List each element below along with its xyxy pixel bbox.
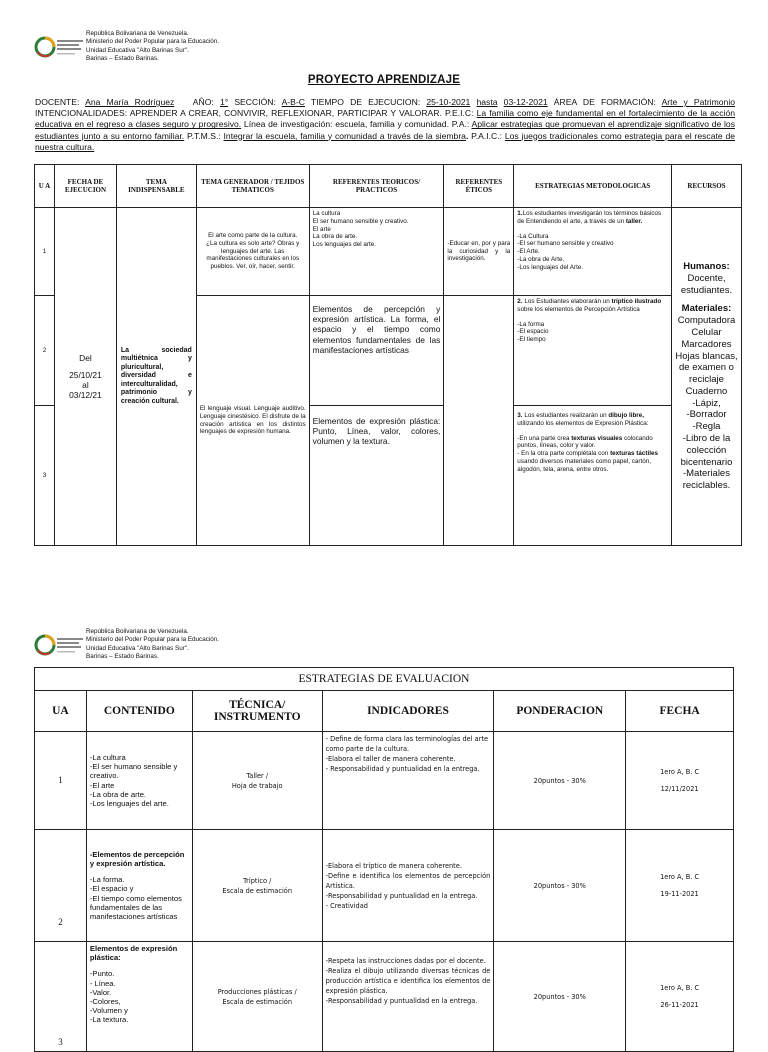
header-line: República Bolivariana de Venezuela. (86, 628, 189, 635)
fecha-cell (54, 208, 116, 546)
indicador-item: -Elabora el taller de manera coherente. (325, 755, 456, 763)
contenido-item: -El arte (89, 780, 115, 790)
material-item: -Libro de la (682, 433, 731, 445)
referentes-cell: Elementos de percepción y expresión artística. La forma, el espacio y el tiempo como elementos fundamentales de las manifestaciones artísticas (309, 296, 444, 406)
material-item: -Materiales (682, 468, 730, 480)
fecha-line: 1ero A, B. C (660, 768, 700, 776)
material-item: Marcadores (681, 338, 732, 350)
contenido-item: -El espacio y (89, 884, 134, 894)
fecha-line: 26-11-2021 (660, 1001, 699, 1009)
fecha-line: 1ero A, B. C (660, 984, 700, 992)
tecnica-line: Producciones plásticas / (217, 987, 297, 996)
area-label: ÁREA DE FORMACIÓN: (553, 97, 656, 107)
estrategia-text: Los estudiantes investigarán los términos básicos de Entendiendo el arte, a través de un (517, 210, 662, 225)
referentes-cell (309, 208, 444, 296)
ua-cell: 3 (35, 942, 87, 1052)
indicador-item: -Responsabilidad y puntualidad en la entrega. (325, 997, 478, 1005)
estrategia-cell (514, 406, 672, 546)
contenido-item: -Punto. (89, 969, 115, 979)
estrategia-item: -La forma (517, 320, 545, 328)
header-line: Barinas – Estado Barinas. (86, 54, 159, 62)
estrategia-item: -El tiempo (517, 336, 546, 344)
col-header: FECHA DE EJECUCION (54, 165, 116, 208)
contenido-cell (86, 830, 192, 942)
material-item: reciclables. (682, 480, 731, 492)
eticos-cell-empty (444, 296, 514, 546)
fecha-line: 25/10/21 (69, 369, 102, 380)
estrategia-num: 1. (517, 210, 523, 217)
project-table (34, 164, 742, 546)
institution-lines (86, 30, 219, 63)
col-header: CONTENIDO (86, 691, 192, 732)
estrategia-text: colocando puntos, líneas, color y valor. (517, 434, 653, 450)
material-item: reciclaje (689, 374, 724, 386)
humanos-value: Docente, estudiantes. (680, 272, 733, 296)
paic-value: Los juegos tradicionales como estrategia para el rescate de nuestra cultura. (35, 130, 736, 152)
eticos-cell: -Educar en, por y para la curiosidad y la investigación. (444, 208, 514, 296)
ua-cell: 1 (35, 732, 87, 830)
peic-value: La familia como eje fundamental en el fortalecimiento de la acción educativa en el regreso a clases seguro y progresivo. (35, 108, 735, 130)
fecha-line: 19-11-2021 (660, 890, 699, 898)
contenido-head: -Elementos de percepción y expresión artística. (89, 849, 185, 868)
ua-cell: 2 (35, 830, 87, 942)
linea-investigacion: Línea de investigación: escuela, familia y comunidad. (243, 119, 449, 130)
evaluation-table (34, 667, 734, 1052)
fecha-line: 1ero A, B. C (660, 873, 700, 881)
project-intro: DOCENTE: Ana María Rodríguez AÑO: 1° SECCIÓN: A-B-C TIEMPO DE EJECUCION: 25-10-2021 hasta 03-12-2021 ÁREA DE FORMACIÓN: Arte y Patrimonio INTENCIONALIDADES: APRENDER A CREAR, CONVIVIR, REFLEXIONAR, PARTICIPAR Y VALORAR. P.E.I.C: La familia como eje fundamental en el fortalecimiento de la acción educativa en el regreso a clases seguro y progresivo. Línea de investigación: escuela, familia y comunidad. P.A.: Aplicar estrategias que promuevan el aprendizaje significativo de los estudiantes junto a su entorno familiar. P.T.M.S.: Integrar la escuela, familia y comunidad a través de la siembra. P.A.I.C.: Los juegos tradicionales como estrategia para el rescate de nuestra cultura. (35, 97, 736, 152)
contenido-item: - Línea. (89, 978, 116, 988)
estrategia-item: -El Arte. (517, 248, 540, 256)
indicadores-cell (322, 732, 494, 830)
ua-cell: 2 (35, 296, 55, 406)
tiempo-desde: 25-10-2021 (426, 97, 471, 107)
header-line: Ministerio del Poder Popular para la Educación. (86, 636, 220, 644)
ponderacion-cell: 20puntos - 30% (494, 732, 626, 830)
estrategia-text: Los estudiantes realizarán un (524, 412, 607, 419)
contenido-item: -La obra de arte. (89, 789, 147, 799)
ptms-label: P.T.M.S.: (186, 130, 221, 141)
fecha-line: 03/12/21 (69, 390, 102, 401)
indicadores-cell (322, 942, 494, 1052)
referente-item: La obra de arte. (312, 233, 358, 241)
referente-item: La cultura (312, 210, 341, 217)
page-two (0, 620, 768, 1047)
col-header: UA (35, 691, 87, 732)
contenido-head: Elementos de expresión plástica: (89, 944, 178, 963)
fecha-line: Del (79, 352, 92, 363)
estrategia-text: - En la otra parte complétala con (517, 450, 609, 458)
ptms-value: Integrar la escuela, familia y comunidad a través de la siembra (223, 130, 466, 141)
recursos-cell (671, 208, 741, 546)
indicador-item: -Realiza el dibujo utilizando diversas técnicas de producción artística e identifica los elementos de expresión plástica. (325, 967, 491, 995)
tema-generador-cell: El arte como parte de la cultura. ¿La cultura es solo arte? Obras y lenguajes del arte. Las manifestaciones culturales en los pueblos. Ver, oír, hacer, sentir. (196, 208, 309, 296)
seccion-label: SECCIÓN: (234, 97, 276, 107)
material-item: -Borrador (686, 409, 727, 421)
tecnica-line: Hoja de trabajo (231, 781, 283, 790)
estrategia-item: -El ser humano sensible y creativo (517, 240, 614, 248)
institution-lines (86, 628, 219, 661)
contenido-item: -Colores, (89, 997, 121, 1007)
col-header: TEMA GENERADOR / TEJIDOS TEMATICOS (196, 165, 309, 208)
tecnica-line: Escala de estimación (222, 997, 293, 1006)
docente-value: Ana María Rodríguez (85, 97, 175, 107)
tiempo-hasta-word: hasta (476, 97, 498, 107)
tecnica-line: Escala de estimación (222, 886, 293, 895)
material-item: Cuaderno (685, 385, 728, 397)
contenido-item: -Los lenguajes del arte. (89, 798, 169, 808)
indicador-item: -Elabora el tríptico de manera coherente. (325, 861, 462, 870)
contenido-item: -Valor. (89, 987, 112, 997)
referentes-cell: Elementos de expresión plástica: Punto, Línea, valor, colores, volumen y la textura. (309, 406, 444, 546)
ponderacion-cell: 20puntos - 30% (494, 942, 626, 1052)
fecha-line: 12/11/2021 (660, 785, 699, 793)
estrategia-bold: texturas visuales (571, 434, 623, 442)
evaluation-title: ESTRATEGIAS DE EVALUACION (35, 668, 734, 691)
estrategia-item: -El espacio (517, 328, 549, 336)
pa-value: Aplicar estrategias que promuevan el aprendizaje significativo de los estudiantes junto a su entorno familiar. (35, 119, 735, 141)
ponderacion-cell: 20puntos - 30% (494, 830, 626, 942)
docente-label: DOCENTE: (35, 97, 80, 107)
header-line: Ministerio del Poder Popular para la Educación. (86, 38, 220, 46)
estrategia-text: utilizando los elementos de Expresión Plástica: (517, 419, 649, 427)
estrategia-num: 2. (517, 298, 523, 305)
ministry-logo-icon (34, 630, 86, 660)
contenido-item: -Volumen y (89, 1006, 128, 1016)
estrategia-num: 3. (517, 412, 523, 419)
evaluation-title-row (35, 668, 734, 691)
referente-item: El arte (312, 225, 331, 233)
material-item: Celular (691, 326, 722, 338)
referente-item: El ser humano sensible y creativo. (312, 217, 409, 225)
estrategia-cell (514, 208, 672, 296)
referente-item: Los lenguajes del arte. (312, 241, 376, 249)
table-header-row (35, 691, 734, 732)
col-header: ESTRATEGIAS METODOLOGICAS (514, 165, 672, 208)
material-item: -Regla (692, 421, 721, 433)
material-item: Hojas blancas, (675, 350, 738, 362)
indicadores-cell (322, 830, 494, 942)
tiempo-hasta: 03-12-2021 (503, 97, 548, 107)
contenido-item: -El tiempo como elementos fundamentales de las manifestaciones artísticas (89, 893, 182, 921)
ua-cell: 1 (35, 208, 55, 296)
pa-label: P.A.: (451, 119, 470, 130)
indicador-item: -Responsabilidad y puntualidad en la entrega. (325, 891, 478, 900)
col-header: FECHA (626, 691, 734, 732)
tecnica-cell (192, 830, 322, 942)
tema-generador-cell: El lenguaje visual. Lenguaje auditivo. Lenguaje cinestésico. El disfrute de la creación artística en los distintos lenguajes de expresión humana. (196, 296, 309, 546)
header-line: Unidad Educativa "Alto Barinas Sur". (86, 46, 189, 54)
fecha-line: al (82, 380, 89, 390)
estrategia-item: -La Cultura (517, 232, 549, 240)
estrategia-text: Los Estudiantes elaborarán un (524, 298, 610, 305)
page-title: PROYECTO APRENDIZAJE (307, 74, 461, 86)
col-header: TEMA INDISPENSABLE (116, 165, 196, 208)
material-item: bicentenario (680, 456, 733, 468)
col-header: RECURSOS (671, 165, 741, 208)
estrategia-item: -La obra de Arte. (517, 255, 565, 263)
tiempo-label: TIEMPO DE EJECUCION: (310, 97, 421, 107)
estrategia-bold: tríptico ilustrado (611, 298, 662, 305)
col-header: TÉCNICA/ INSTRUMENTO (192, 691, 322, 732)
indicador-item: - Creatividad (325, 901, 368, 910)
estrategia-bold: texturas táctiles (610, 450, 659, 458)
col-header: REFERENTES ÉTICOS (444, 165, 514, 208)
contenido-item: -La cultura (89, 752, 126, 762)
table-row (35, 732, 734, 830)
intencionalidades: INTENCIONALIDADES: APRENDER A CREAR, CONVIVIR, REFLEXIONAR, PARTICIPAR Y VALORAR. (35, 108, 442, 119)
header-line: Unidad Educativa "Alto Barinas Sur". (86, 644, 189, 652)
ano-label: AÑO: (192, 97, 214, 107)
estrategia-text: -En una parte crea (517, 434, 570, 442)
indicador-item: -Define e identifica los elementos de percepción Artística. (325, 871, 491, 890)
table-row (35, 830, 734, 942)
estrategia-item: -Los lenguajes del Arte. (517, 263, 584, 271)
material-item: colección (686, 444, 727, 456)
tema-indispensable-cell: La sociedad multiétnica y pluricultural, diversidad e interculturalidad, patrimonio y creación cultural. (116, 208, 196, 546)
indicador-item: - Define de forma clara las terminologías del arte como parte de la cultura. (325, 735, 489, 753)
table-row (35, 942, 734, 1052)
fecha-cell (626, 942, 734, 1052)
peic-label: P.E.I.C: (444, 108, 474, 119)
tecnica-cell (192, 732, 322, 830)
estrategia-bold: taller. (625, 217, 643, 225)
col-header: INDICADORES (322, 691, 494, 732)
contenido-cell (86, 942, 192, 1052)
ua-cell: 3 (35, 406, 55, 546)
material-item: -Lápiz, (692, 397, 721, 409)
indicador-item: - Responsabilidad y puntualidad en la entrega. (325, 765, 480, 773)
tecnica-cell (192, 942, 322, 1052)
indicador-item: -Respeta las instrucciones dadas por el docente. (325, 957, 486, 965)
table-row (35, 208, 742, 296)
estrategia-text: usando diversos materiales como papel, cartón, algodón, tela, arena, entre otros. (517, 457, 652, 473)
fecha-cell (626, 732, 734, 830)
estrategia-text: sobre los elementos de Percepción Artística (517, 305, 640, 313)
contenido-item: -El ser humano sensible y creativo. (89, 762, 178, 781)
material-item: Computadora (677, 315, 736, 327)
contenido-item: -La forma. (89, 875, 125, 885)
contenido-cell (86, 732, 192, 830)
tecnica-line: Tríptico / (243, 876, 272, 885)
col-header: REFERENTES TEORICOS/ PRACTICOS (309, 165, 444, 208)
ministry-logo-icon (34, 32, 86, 62)
table-header-row (35, 165, 742, 208)
header-line: Barinas – Estado Barinas. (86, 652, 159, 660)
col-header: PONDERACION (494, 691, 626, 732)
estrategia-bold: dibujo libre, (608, 412, 645, 419)
estrategia-cell (514, 296, 672, 406)
seccion-value: A-B-C (281, 97, 305, 107)
materiales-label: Materiales: (681, 303, 732, 315)
paic-label: P.A.I.C.: (471, 130, 503, 141)
contenido-item: -La textura. (89, 1015, 129, 1025)
ano-value: 1° (219, 97, 229, 107)
tecnica-line: Taller / (246, 771, 269, 780)
area-value: Arte y Patrimonio (661, 97, 736, 107)
material-item: de examen o (679, 362, 734, 374)
header-line: República Bolivariana de Venezuela. (86, 30, 189, 37)
col-header: U A (35, 165, 55, 208)
humanos-label: Humanos: (683, 260, 730, 272)
fecha-cell (626, 830, 734, 942)
